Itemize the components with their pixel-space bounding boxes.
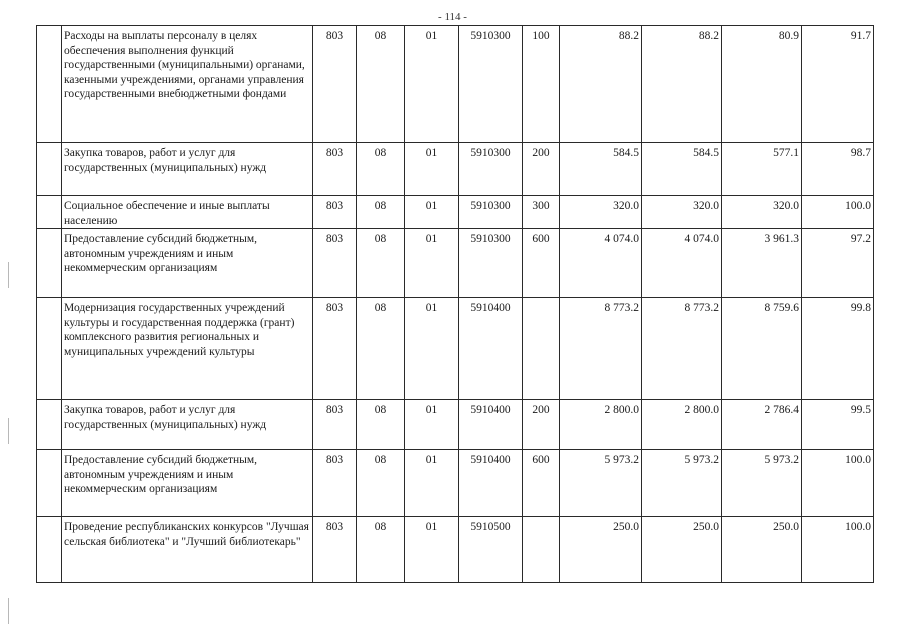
execution-percent: 99.8 [802,298,874,400]
expense-name: Модернизация государственных учреждений культуры и государственная поддержка (грант) комплексного развития региональных и муниципальных учреждений культуры [62,298,313,400]
executed-amount: 250.0 [722,517,802,583]
executed-amount: 8 759.6 [722,298,802,400]
ministry-code: 803 [313,400,357,450]
row-margin-cell [37,517,62,583]
target-article-code: 5910400 [459,298,523,400]
scan-edge-mark [8,418,9,444]
row-margin-cell [37,400,62,450]
refined-amount: 320.0 [642,196,722,229]
ministry-code: 803 [313,229,357,298]
table-row [37,143,874,196]
executed-amount: 577.1 [722,143,802,196]
expense-name: Предоставление субсидий бюджетным, автономным учреждениям и иным некоммерческим организациям [62,229,313,298]
scan-edge-mark [8,598,9,624]
refined-amount: 250.0 [642,517,722,583]
expense-name: Закупка товаров, работ и услуг для государственных (муниципальных) нужд [62,143,313,196]
approved-amount: 8 773.2 [560,298,642,400]
section-code: 08 [357,298,405,400]
section-code: 08 [357,400,405,450]
budget-table-body [37,26,874,583]
expense-type-code [523,517,560,583]
target-article-code: 5910500 [459,517,523,583]
table-row [37,26,874,143]
target-article-code: 5910400 [459,400,523,450]
budget-table [36,25,874,583]
table-row [37,400,874,450]
ministry-code: 803 [313,143,357,196]
approved-amount: 320.0 [560,196,642,229]
section-code: 08 [357,26,405,143]
expense-type-code: 200 [523,400,560,450]
expense-name: Расходы на выплаты персоналу в целях обеспечения выполнения функций государственными (муниципальными) органами, казенными учреждениями, органами управления государственными внебюджетными фондами [62,26,313,143]
expense-type-code: 600 [523,450,560,517]
execution-percent: 97.2 [802,229,874,298]
section-code: 08 [357,450,405,517]
row-margin-cell [37,196,62,229]
expense-name: Закупка товаров, работ и услуг для государственных (муниципальных) нужд [62,400,313,450]
approved-amount: 4 074.0 [560,229,642,298]
subsection-code: 01 [405,517,459,583]
section-code: 08 [357,196,405,229]
ministry-code: 803 [313,196,357,229]
section-code: 08 [357,517,405,583]
expense-type-code: 300 [523,196,560,229]
executed-amount: 5 973.2 [722,450,802,517]
table-row [37,450,874,517]
table-row [37,298,874,400]
page-number: - 114 - [438,11,467,23]
section-code: 08 [357,143,405,196]
subsection-code: 01 [405,143,459,196]
refined-amount: 2 800.0 [642,400,722,450]
subsection-code: 01 [405,229,459,298]
subsection-code: 01 [405,196,459,229]
target-article-code: 5910300 [459,26,523,143]
ministry-code: 803 [313,450,357,517]
execution-percent: 98.7 [802,143,874,196]
execution-percent: 99.5 [802,400,874,450]
expense-type-code: 100 [523,26,560,143]
approved-amount: 88.2 [560,26,642,143]
scan-edge-mark [8,262,9,288]
row-margin-cell [37,298,62,400]
refined-amount: 8 773.2 [642,298,722,400]
refined-amount: 584.5 [642,143,722,196]
expense-type-code: 600 [523,229,560,298]
expense-type-code: 200 [523,143,560,196]
approved-amount: 2 800.0 [560,400,642,450]
approved-amount: 250.0 [560,517,642,583]
refined-amount: 5 973.2 [642,450,722,517]
table-row [37,229,874,298]
execution-percent: 91.7 [802,26,874,143]
target-article-code: 5910300 [459,196,523,229]
approved-amount: 5 973.2 [560,450,642,517]
row-margin-cell [37,143,62,196]
section-code: 08 [357,229,405,298]
refined-amount: 88.2 [642,26,722,143]
expense-name: Социальное обеспечение и иные выплаты населению [62,196,313,229]
row-margin-cell [37,229,62,298]
expense-name: Проведение республиканских конкурсов "Лучшая сельская библиотека" и "Лучший библиотекарь" [62,517,313,583]
subsection-code: 01 [405,298,459,400]
ministry-code: 803 [313,298,357,400]
execution-percent: 100.0 [802,196,874,229]
subsection-code: 01 [405,26,459,143]
executed-amount: 320.0 [722,196,802,229]
refined-amount: 4 074.0 [642,229,722,298]
row-margin-cell [37,450,62,517]
expense-name: Предоставление субсидий бюджетным, автономным учреждениям и иным некоммерческим организациям [62,450,313,517]
execution-percent: 100.0 [802,450,874,517]
ministry-code: 803 [313,26,357,143]
target-article-code: 5910400 [459,450,523,517]
executed-amount: 80.9 [722,26,802,143]
execution-percent: 100.0 [802,517,874,583]
approved-amount: 584.5 [560,143,642,196]
table-row [37,517,874,583]
executed-amount: 3 961.3 [722,229,802,298]
table-row [37,196,874,229]
target-article-code: 5910300 [459,143,523,196]
subsection-code: 01 [405,400,459,450]
executed-amount: 2 786.4 [722,400,802,450]
subsection-code: 01 [405,450,459,517]
row-margin-cell [37,26,62,143]
ministry-code: 803 [313,517,357,583]
target-article-code: 5910300 [459,229,523,298]
expense-type-code [523,298,560,400]
